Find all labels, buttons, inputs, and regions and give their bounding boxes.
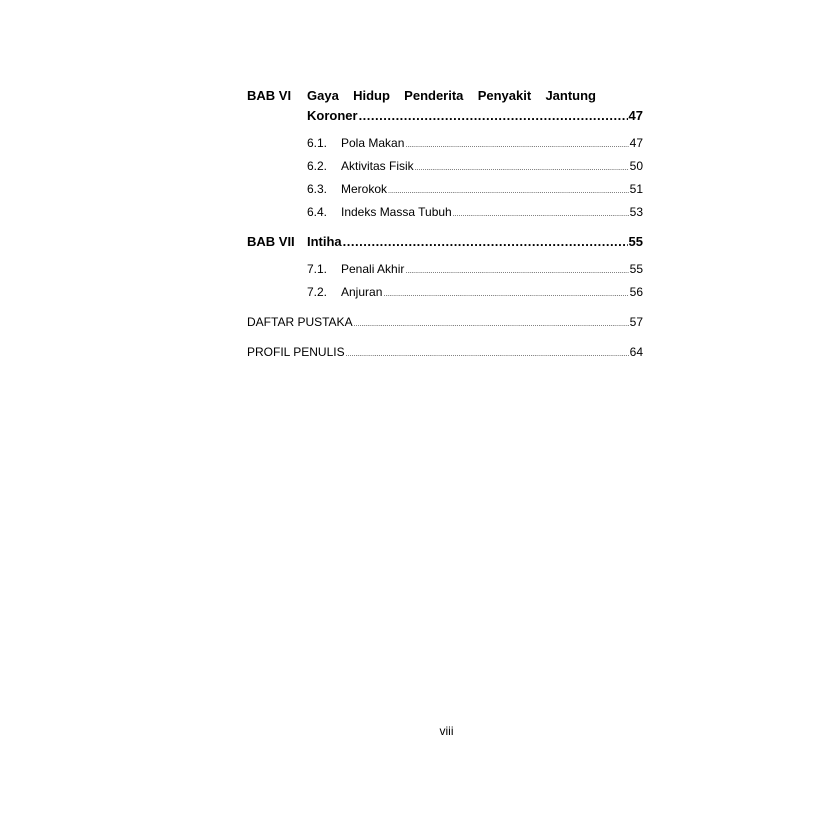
section-title: Indeks Massa Tubuh <box>341 205 452 219</box>
section-title: Penali Akhir <box>341 262 405 276</box>
toc-section-item <box>247 202 643 225</box>
chapter-label: BAB VII <box>247 234 295 249</box>
section-page-number: 53 <box>629 205 643 219</box>
section-page-number: 55 <box>629 262 643 276</box>
section-page-number: 51 <box>629 182 643 196</box>
toc-sections-chapter-7 <box>247 259 643 305</box>
section-title: Anjuran <box>341 285 383 299</box>
toc-sections-chapter-6 <box>247 133 643 225</box>
dot-leader <box>453 205 629 225</box>
toc-section-item <box>247 179 643 202</box>
chapter-title: Intiha <box>307 234 342 249</box>
chapter-title-word: Hidup <box>353 88 390 103</box>
chapter-page-number: 47 <box>628 108 643 123</box>
section-page-number: 50 <box>629 159 643 173</box>
chapter-title-word: Penderita <box>404 88 464 103</box>
toc-chapter-7 <box>247 232 643 252</box>
backmatter-title: DAFTAR PUSTAKA <box>247 315 353 329</box>
section-page-number: 47 <box>629 136 643 150</box>
backmatter-title: PROFIL PENULIS <box>247 345 345 359</box>
backmatter-page-number: 57 <box>629 315 643 329</box>
section-page-number: 56 <box>629 285 643 299</box>
toc-bibliography <box>247 312 643 335</box>
toc-chapter-6 <box>247 86 643 126</box>
toc-section-item <box>247 133 643 156</box>
section-title: Pola Makan <box>341 136 405 150</box>
section-number: 7.1. <box>307 262 328 276</box>
chapter-label: BAB VI <box>247 88 292 103</box>
toc-chapter-heading-cont <box>247 106 643 126</box>
chapter-title-line <box>307 86 596 106</box>
backmatter-page-number: 64 <box>629 345 643 359</box>
chapter-title-word: Gaya <box>307 88 339 103</box>
table-of-contents <box>247 86 643 372</box>
dot-leader <box>383 285 628 305</box>
dot-leader <box>359 106 628 126</box>
dot-leader <box>346 345 629 365</box>
section-title: Aktivitas Fisik <box>341 159 414 173</box>
chapter-title-continued: Koroner <box>307 108 358 123</box>
section-title: Merokok <box>341 182 388 196</box>
section-number: 7.2. <box>307 285 328 299</box>
section-number: 6.1. <box>307 136 328 150</box>
page-number-footer: viii <box>439 724 454 738</box>
chapter-title-word: Penyakit <box>477 88 532 103</box>
chapter-title-word: Jantung <box>545 88 596 103</box>
toc-section-item <box>247 259 643 282</box>
toc-author-profile <box>247 342 643 365</box>
dot-leader <box>415 159 629 179</box>
chapter-page-number: 55 <box>628 234 643 249</box>
dot-leader <box>405 262 628 282</box>
section-number: 6.4. <box>307 205 328 219</box>
toc-section-item <box>247 156 643 179</box>
dot-leader <box>343 232 628 252</box>
dot-leader <box>405 136 628 156</box>
section-number: 6.3. <box>307 182 328 196</box>
dot-leader <box>388 182 629 202</box>
dot-leader <box>354 315 629 335</box>
toc-section-item <box>247 282 643 305</box>
section-number: 6.2. <box>307 159 328 173</box>
toc-chapter-heading <box>247 232 643 252</box>
toc-chapter-heading <box>247 86 643 106</box>
